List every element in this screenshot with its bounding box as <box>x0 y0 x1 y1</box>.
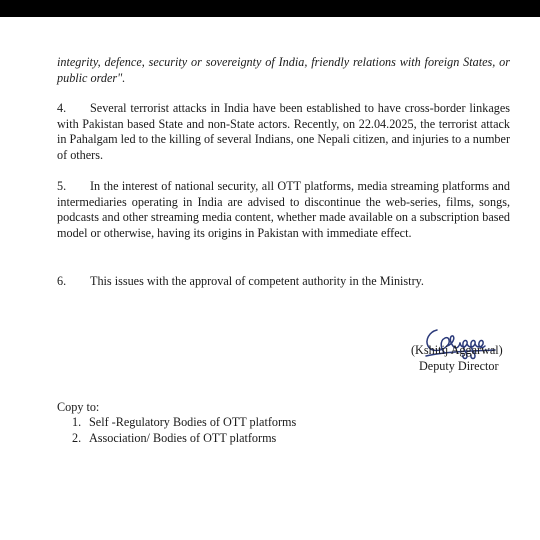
copy-to-heading: Copy to: <box>57 400 100 414</box>
paragraph-number: 4. <box>57 101 67 115</box>
list-item-number: 2. <box>72 431 82 445</box>
top-black-bar <box>0 0 540 17</box>
continuation-text: integrity, defence, security or sovereignty of India, friendly relations with foreign States, or public order". <box>57 55 510 85</box>
list-item-number: 1. <box>72 415 82 429</box>
paragraph-number: 5. <box>57 179 67 193</box>
paragraph-text: In the interest of national security, all OTT platforms, media streaming platforms and intermediaries operating in India are advised to discontinue the web-series, films, songs, podcasts and other streaming media content, whether made available on a subscription based model or otherwise, having its origins in Pakistan with immediate effect. <box>57 179 510 240</box>
paragraph-number: 6. <box>57 274 67 288</box>
list-item-text: Association/ Bodies of OTT platforms <box>89 431 277 445</box>
signatory-designation: Deputy Director <box>419 359 499 373</box>
paragraph-text: Several terrorist attacks in India have been established to have cross-border linkages with Pakistan based State and non-State actors. Recently, on 22.04.2025, the terrorist attack in Pahalgam led to the killing of several Indians, one Nepali citizen, and injuries to a number of others. <box>57 101 510 162</box>
signatory-name: (Kshitij Aggarwal) <box>411 343 503 357</box>
document-page <box>0 17 540 540</box>
list-item-text: Self -Regulatory Bodies of OTT platforms <box>89 415 297 429</box>
paragraph-text: This issues with the approval of competent authority in the Ministry. <box>90 274 424 288</box>
